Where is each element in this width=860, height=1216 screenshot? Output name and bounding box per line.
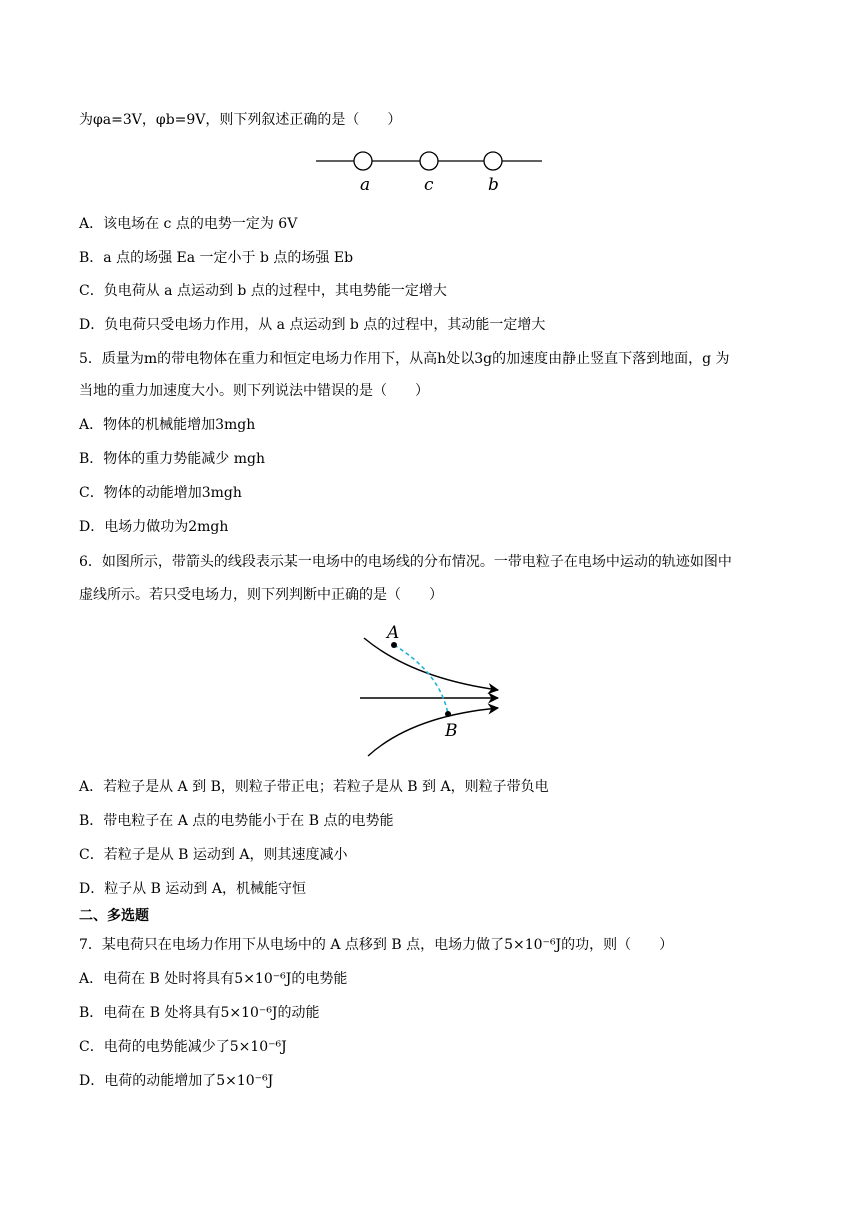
q5-option-b: B．物体的重力势能减少 mgh <box>79 451 265 467</box>
q4-label-b: b <box>488 175 499 194</box>
q4-label-c: c <box>424 175 434 194</box>
q7-option-b: B．电荷在 B 处将具有5×10⁻⁶J的动能 <box>79 1005 320 1021</box>
q7-option-a: A．电荷在 B 处时将具有5×10⁻⁶J的电势能 <box>79 971 348 987</box>
q4-option-a: A．该电场在 c 点的电势一定为 6V <box>79 216 298 232</box>
q6-option-b: B．带电粒子在 A 点的电势能小于在 B 点的电势能 <box>79 813 394 829</box>
q4-label-a: a <box>360 175 371 194</box>
q6-label-b: B <box>445 721 458 741</box>
q4-stem: 为φa=3V，φb=9V，则下列叙述正确的是（ ） <box>79 112 402 128</box>
q6-stem-line2: 虚线所示。若只受电场力，则下列判断中正确的是（ ） <box>79 587 443 603</box>
q4-point-c <box>420 152 438 170</box>
q7-stem: 7．某电荷只在电场力作用下从电场中的 A 点移到 B 点，电场力做了5×10⁻⁶J的功，则（ ） <box>79 937 674 953</box>
q7-option-c: C．电荷的电势能减少了5×10⁻⁶J <box>79 1039 287 1055</box>
q6-point-b <box>445 711 451 717</box>
q6-option-c: C．若粒子是从 B 运动到 A，则其速度减小 <box>79 847 348 863</box>
q6-label-a: A <box>387 623 400 643</box>
q7-option-d: D．电荷的动能增加了5×10⁻⁶J <box>79 1073 274 1089</box>
q6-stem-line1: 6．如图所示，带箭头的线段表示某一电场中的电场线的分布情况。一带电粒子在电场中运动的轨迹如图中 <box>79 554 732 570</box>
q4-option-c: C．负电荷从 a 点运动到 b 点的过程中，其电势能一定增大 <box>79 283 447 299</box>
q6-field-line-top <box>364 638 498 690</box>
q4-option-b: B．a 点的场强 Ea 一定小于 b 点的场强 Eb <box>79 250 354 266</box>
q6-field-line-bottom <box>368 708 498 756</box>
q5-option-c: C．物体的动能增加3mgh <box>79 485 242 501</box>
q5-option-a: A．物体的机械能增加3mgh <box>79 417 256 433</box>
q4-option-d: D．负电荷只受电场力作用，从 a 点运动到 b 点的过程中，其动能一定增大 <box>79 317 546 333</box>
q4-figure <box>310 148 550 194</box>
q4-point-a <box>354 152 372 170</box>
q6-figure <box>352 618 512 764</box>
q5-stem-line1: 5．质量为m的带电物体在重力和恒定电场力作用下，从高h处以3g的加速度由静止竖直下落到地面，g 为 <box>79 351 730 367</box>
section-title-multiple-choice: 二、多选题 <box>79 908 149 924</box>
q6-trajectory <box>394 645 448 714</box>
q4-point-b <box>484 152 502 170</box>
q5-option-d: D．电场力做功为2mgh <box>79 519 229 535</box>
q6-option-d: D．粒子从 B 运动到 A，机械能守恒 <box>79 881 306 897</box>
q5-stem-line2: 当地的重力加速度大小。则下列说法中错误的是（ ） <box>79 383 429 399</box>
q6-option-a: A．若粒子是从 A 到 B，则粒子带正电；若粒子是从 B 到 A，则粒子带负电 <box>79 779 549 795</box>
